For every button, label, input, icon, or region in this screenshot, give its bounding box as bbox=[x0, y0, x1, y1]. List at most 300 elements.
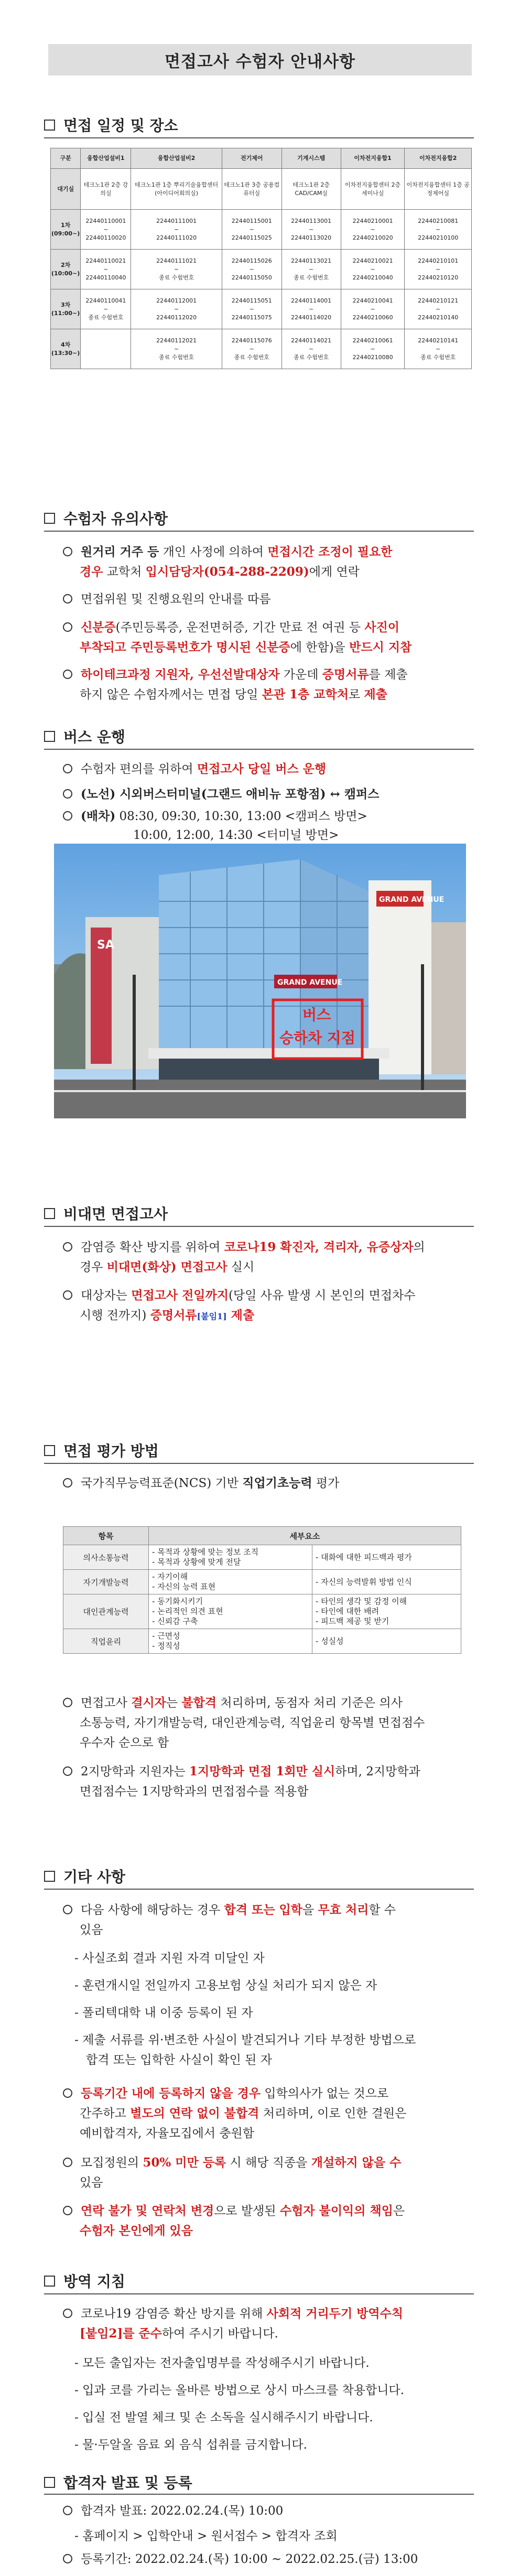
start-number: 22440210101 bbox=[418, 257, 459, 264]
end-number: 22440115050 bbox=[231, 274, 272, 281]
circle-bullet-icon bbox=[63, 2158, 72, 2167]
schedule-header-row bbox=[51, 148, 472, 169]
section-title: 비대면 면접고사 bbox=[63, 1205, 168, 1223]
tower-sign: GRAND AVENUE bbox=[277, 978, 343, 987]
text: 실시 bbox=[227, 1260, 255, 1274]
text: 입학의사가 없는 것으로 bbox=[261, 2087, 389, 2100]
section-heading-evaluation bbox=[44, 1440, 159, 1461]
circle-bullet-icon bbox=[63, 2506, 72, 2515]
quarantine-item-cont bbox=[80, 2324, 278, 2344]
start-number: 22440210121 bbox=[418, 297, 459, 304]
text: 50% 미만 등록 bbox=[143, 2155, 226, 2170]
start-number: 22440111021 bbox=[156, 257, 197, 264]
start-number: 22440115001 bbox=[231, 217, 272, 224]
end-number: 22440110020 bbox=[85, 234, 126, 241]
detail-item: - 목적과 상황에 맞는 정보 조직 bbox=[152, 1547, 259, 1557]
end-number: 22440210020 bbox=[352, 234, 393, 241]
table-row bbox=[63, 1570, 461, 1594]
start-number: 22440115051 bbox=[231, 297, 272, 304]
detail-item: - 자기이해 bbox=[152, 1572, 188, 1581]
detail-item: - 피드백 제공 및 받기 bbox=[315, 1616, 389, 1626]
end-number: 22440210040 bbox=[352, 274, 393, 281]
text: 에 한함)을 bbox=[290, 641, 350, 654]
end-number: 22440112020 bbox=[156, 314, 197, 321]
detail-cell bbox=[312, 1545, 461, 1570]
exam-range-empty bbox=[81, 329, 131, 369]
exam-range: 22440113021 ~ 종료 수험번호 bbox=[281, 250, 341, 289]
text: 1지망학과 면접 1회만 실시 bbox=[189, 1764, 335, 1779]
text: 간주하고 bbox=[80, 2107, 131, 2120]
session-time: (10:00~) bbox=[51, 270, 80, 277]
text: 반드시 지참 bbox=[349, 640, 412, 654]
evaluation-item bbox=[63, 1473, 339, 1493]
results-item bbox=[63, 2549, 418, 2569]
online-item-cont bbox=[80, 1257, 254, 1277]
detail-item: - 신뢰감 구축 bbox=[152, 1616, 198, 1626]
row-label bbox=[51, 250, 81, 289]
exam-range: 22440113001 ~ 22440113020 bbox=[281, 210, 341, 250]
exam-range: 22440210121 ~ 22440210140 bbox=[405, 289, 472, 329]
detail-cell bbox=[149, 1545, 312, 1570]
start-number: 22440210041 bbox=[352, 297, 393, 304]
other-detail-cont: 합격 또는 입학한 사실이 확인 된 자 bbox=[86, 2053, 272, 2067]
caution-item-cont bbox=[80, 638, 411, 658]
other-item-cont: 예비합격자, 자율모집에서 충원함 bbox=[80, 2127, 254, 2140]
text: 대화에 대한 피드백과 평가 bbox=[321, 1552, 412, 1562]
text: 하지 않은 수험자께서는 면접 당일 bbox=[80, 688, 262, 702]
row-label bbox=[51, 289, 81, 329]
start-number: 22440110021 bbox=[85, 257, 126, 264]
text: 시 해당 직종을 bbox=[226, 2156, 311, 2170]
section-heading-quarantine bbox=[44, 2270, 125, 2291]
circle-bullet-icon bbox=[63, 811, 72, 821]
other-item bbox=[63, 1900, 477, 1920]
caution-item bbox=[63, 618, 477, 638]
start-number: 22440210061 bbox=[352, 337, 393, 344]
table-row bbox=[51, 210, 472, 250]
session-label: 3차 bbox=[61, 301, 71, 308]
bus-route bbox=[63, 784, 379, 804]
circle-bullet-icon bbox=[63, 594, 72, 603]
waiting-room: 테크노1관 1층 뿌리기술융합센터 (아이디어회의실) bbox=[131, 169, 222, 210]
section-heading-cautions bbox=[44, 508, 168, 529]
text: 자기이해 bbox=[157, 1572, 188, 1581]
section-title: 면접 일정 및 장소 bbox=[63, 117, 178, 134]
square-bullet-icon bbox=[44, 120, 55, 131]
text: 불합격 bbox=[181, 1696, 217, 1710]
section-heading-other bbox=[44, 1866, 125, 1887]
text: 은 bbox=[393, 2204, 405, 2218]
quarantine-item bbox=[63, 2304, 477, 2324]
text: 에게 연락 bbox=[309, 565, 360, 579]
category-cell: 대인관계능력 bbox=[63, 1594, 149, 1629]
caution-item-cont bbox=[80, 685, 387, 705]
exam-range: 22440210001 ~ 22440210020 bbox=[341, 210, 405, 250]
start-number: 22440210081 bbox=[418, 217, 459, 224]
bus-stop-label: 승하차 지점 bbox=[279, 1029, 355, 1047]
waiting-room: 테크노1관 2층 강의실 bbox=[81, 169, 131, 210]
exam-range: 22440210141 ~ 종료 수험번호 bbox=[405, 329, 472, 369]
divider bbox=[44, 531, 474, 532]
text: 등록기간 내에 등록하지 않을 경우 bbox=[81, 2086, 261, 2100]
detail-cell bbox=[312, 1629, 461, 1654]
start-number: 22440115076 bbox=[231, 337, 272, 344]
text: 직업기초능력 bbox=[242, 1476, 312, 1490]
text: 결시자 bbox=[131, 1696, 166, 1710]
start-number: 22440210001 bbox=[352, 217, 393, 224]
text: 자신의 능력발휘 방법 인식 bbox=[321, 1577, 412, 1587]
circle-bullet-icon bbox=[63, 764, 72, 773]
detail-item: - 대화에 대한 피드백과 평가 bbox=[315, 1552, 412, 1562]
end-number: 22440210080 bbox=[352, 353, 393, 361]
text: (주민등록증, 운전면허증, 기간 만료 전 여권 등 bbox=[115, 621, 365, 634]
other-item-cont bbox=[80, 2221, 193, 2241]
schedule-header: 이차전지융합1 bbox=[341, 148, 405, 169]
detail-cell bbox=[149, 1629, 312, 1654]
exam-range: 22440110021 ~ 22440110040 bbox=[81, 250, 131, 289]
quarantine-detail: - 입과 코를 가리는 올바른 방법으로 상시 마스크를 착용합니다. bbox=[74, 2384, 405, 2397]
other-detail: - 제출 서류를 위·변조한 사실이 발견되거나 기타 부정한 방법으로 bbox=[74, 2033, 416, 2047]
text: 하이테크과정 지원자, 우선선발대상자 bbox=[81, 667, 280, 682]
text: 합격 또는 입학 bbox=[224, 1903, 302, 1917]
text: 타인에 대한 배려 bbox=[321, 1607, 380, 1616]
session-label: 1차 bbox=[61, 221, 71, 229]
text: 부착되고 주민등록번호가 명시된 신분증 bbox=[80, 640, 290, 654]
end-number: 22440114020 bbox=[291, 314, 332, 321]
text: (당일 사유 발생 시 본인의 면접차수 bbox=[228, 1289, 416, 1302]
evaluation-item-cont: 면접점수는 1지망학과의 면접점수를 적용함 bbox=[80, 1785, 309, 1798]
start-number: 22440210141 bbox=[418, 337, 459, 344]
end-number: 종료 수험번호 bbox=[158, 353, 194, 361]
results-item bbox=[63, 2501, 283, 2521]
other-item bbox=[63, 2153, 477, 2173]
section-title: 버스 운행 bbox=[63, 728, 125, 746]
end-number: 22440110040 bbox=[85, 274, 126, 281]
detail-item: - 정직성 bbox=[152, 1641, 180, 1651]
detail-cell bbox=[149, 1570, 312, 1594]
exam-range: 22440210041 ~ 22440210060 bbox=[341, 289, 405, 329]
other-item bbox=[63, 2201, 477, 2221]
exam-range: 22440210021 ~ 22440210040 bbox=[341, 250, 405, 289]
text: 무효 처리 bbox=[318, 1903, 369, 1917]
exam-range: 22440112021 ~ 종료 수험번호 bbox=[131, 329, 222, 369]
bus-stop-illustration bbox=[54, 844, 466, 1118]
bus-schedule bbox=[63, 806, 367, 826]
text: [붙임1] bbox=[197, 1311, 227, 1321]
bus-schedule-cont: 10:00, 12:00, 14:30 <터미널 방면> bbox=[133, 828, 339, 842]
building-sign: GRAND AVENUE bbox=[379, 896, 445, 904]
other-item-cont: 있음 bbox=[80, 2176, 103, 2190]
end-number: 22440113020 bbox=[291, 234, 332, 241]
text: 비대면(화상) 면접고사 bbox=[106, 1260, 228, 1274]
section-heading-schedule bbox=[44, 114, 178, 135]
text: 입시담당자(054-288-2209) bbox=[145, 565, 309, 579]
waiting-room: 이차전지융합센터 2층 세미나실 bbox=[341, 169, 405, 210]
table-row bbox=[63, 1545, 461, 1570]
online-item bbox=[63, 1286, 477, 1306]
end-number: 종료 수험번호 bbox=[294, 274, 329, 281]
text: 제출 bbox=[364, 687, 387, 702]
exam-range: 22440115076 ~ 종료 수험번호 bbox=[222, 329, 281, 369]
schedule-header: 전기제어 bbox=[222, 148, 281, 169]
text: 증명서류 bbox=[322, 667, 369, 682]
text: 증명서류 bbox=[150, 1308, 197, 1322]
other-item bbox=[63, 2084, 477, 2104]
text: 을 bbox=[302, 1903, 318, 1917]
circle-bullet-icon bbox=[63, 2309, 72, 2318]
category-cell: 의사소통능력 bbox=[63, 1545, 149, 1570]
divider bbox=[44, 2494, 474, 2495]
text: 교학처 bbox=[103, 565, 146, 579]
quarantine-detail: - 모든 출입자는 전자출입명부를 작성해주시기 바랍니다. bbox=[74, 2356, 370, 2370]
circle-bullet-icon bbox=[63, 2088, 72, 2098]
text: 08:30, 09:30, 10:30, 13:00 <캠퍼스 방면> bbox=[119, 810, 367, 823]
circle-bullet-icon bbox=[63, 1905, 72, 1914]
detail-item: - 목적과 상황에 맞게 전달 bbox=[152, 1557, 241, 1567]
schedule-header: 구분 bbox=[51, 148, 81, 169]
start-number: 22440110001 bbox=[85, 217, 126, 224]
square-bullet-icon bbox=[44, 1445, 55, 1456]
table-header: 항목 bbox=[63, 1527, 149, 1545]
text: (배차) bbox=[81, 809, 116, 823]
other-detail: - 사실조회 결과 지원 자격 미달인 자 bbox=[74, 1952, 265, 1965]
section-heading-online bbox=[44, 1203, 168, 1224]
square-bullet-icon bbox=[44, 1208, 55, 1219]
circle-bullet-icon bbox=[63, 622, 72, 632]
circle-bullet-icon bbox=[63, 1766, 72, 1776]
text: 면접시간 조정이 필요한 bbox=[267, 545, 393, 559]
text: 근면성 bbox=[157, 1631, 180, 1641]
table-row bbox=[63, 1594, 461, 1629]
exam-range: 22440110001 ~ 22440110020 bbox=[81, 210, 131, 250]
circle-bullet-icon bbox=[63, 2554, 72, 2563]
text: 평가 bbox=[312, 1476, 340, 1490]
square-bullet-icon bbox=[44, 513, 55, 524]
detail-item: - 근면성 bbox=[152, 1631, 180, 1641]
end-number: 종료 수험번호 bbox=[158, 274, 194, 281]
circle-bullet-icon bbox=[63, 670, 72, 679]
waiting-room: 테크노1관 2층 CAD/CAM실 bbox=[281, 169, 341, 210]
circle-bullet-icon bbox=[63, 1290, 72, 1300]
page-title: 면접고사 수험자 안내사항 bbox=[48, 44, 472, 76]
session-label: 4차 bbox=[61, 341, 71, 348]
bus-stop-photo bbox=[54, 844, 466, 1118]
text: 신분증 bbox=[81, 620, 116, 634]
end-number: 종료 수험번호 bbox=[88, 314, 124, 321]
text: 개설하지 않을 수 bbox=[311, 2155, 402, 2170]
end-number: 종료 수험번호 bbox=[420, 353, 456, 361]
text: 다음 사항에 해당하는 경우 bbox=[81, 1903, 224, 1917]
text: 경우 bbox=[80, 1260, 107, 1274]
schedule-header: 이차전지융합2 bbox=[405, 148, 472, 169]
end-number: 22440115025 bbox=[231, 234, 272, 241]
text: 목적과 상황에 맞게 전달 bbox=[157, 1557, 241, 1567]
circle-bullet-icon bbox=[63, 1698, 72, 1707]
text: 개인 사정에 의하여 bbox=[159, 545, 268, 559]
waiting-room: 테크노1관 3층 공용컴퓨터실 bbox=[222, 169, 281, 210]
text: 처리하며, 이로 인한 결원은 bbox=[259, 2107, 407, 2120]
divider bbox=[44, 2293, 474, 2294]
square-bullet-icon bbox=[44, 2276, 55, 2287]
evaluation-item bbox=[63, 1762, 477, 1782]
session-time: (13:30~) bbox=[51, 349, 80, 357]
session-time: (09:00~) bbox=[51, 230, 80, 237]
section-heading-results bbox=[44, 2472, 192, 2493]
detail-cell bbox=[149, 1594, 312, 1629]
end-number: 22440115075 bbox=[231, 314, 272, 321]
text: 감염증 확산 방지를 위하여 bbox=[81, 1241, 224, 1254]
text: 2지망학과 지원자는 bbox=[81, 1765, 189, 1779]
text: 모집정원의 bbox=[81, 2156, 143, 2170]
bus-item bbox=[63, 759, 326, 779]
divider bbox=[44, 749, 474, 750]
circle-bullet-icon bbox=[63, 1478, 72, 1488]
text: 처리하며, 동점자 처리 기준은 의사 bbox=[216, 1696, 403, 1710]
schedule-header: 기계시스템 bbox=[281, 148, 341, 169]
evaluation-table bbox=[63, 1526, 461, 1654]
start-number: 22440210021 bbox=[352, 257, 393, 264]
caution-item bbox=[63, 542, 472, 562]
start-number: 22440114001 bbox=[291, 297, 332, 304]
text: [붙임2]를 준수 bbox=[80, 2326, 162, 2341]
section-heading-bus bbox=[44, 726, 125, 747]
bus-stop-label: 버스 bbox=[302, 1006, 331, 1023]
table-row bbox=[63, 1629, 461, 1654]
text: 목적과 상황에 맞는 정보 조직 bbox=[157, 1547, 259, 1557]
end-number: 종료 수험번호 bbox=[234, 353, 269, 361]
circle-bullet-icon bbox=[63, 2206, 72, 2215]
text: 면접고사 당일 버스 운행 bbox=[197, 762, 327, 776]
text: 대상자는 bbox=[81, 1289, 132, 1302]
circle-bullet-icon bbox=[63, 789, 72, 799]
exam-range: 22440111001 ~ 22440111020 bbox=[131, 210, 222, 250]
start-number: 22440113021 bbox=[291, 257, 332, 264]
end-number: 22440111020 bbox=[156, 234, 197, 241]
table-row bbox=[51, 250, 472, 289]
text: 동기화시키기 bbox=[157, 1597, 203, 1606]
exam-range: 22440114021 ~ 종료 수험번호 bbox=[281, 329, 341, 369]
caution-item bbox=[63, 589, 271, 609]
section-title: 기타 사항 bbox=[63, 1868, 125, 1885]
text: 타인의 생각 및 감정 이해 bbox=[321, 1597, 407, 1606]
quarantine-detail: - 입실 전 발열 체크 및 손 소독을 실시해주시기 바랍니다. bbox=[74, 2411, 373, 2424]
text: 하며, 2지망학과 bbox=[335, 1765, 420, 1779]
end-number: 22440210140 bbox=[418, 314, 459, 321]
start-number: 22440111001 bbox=[156, 217, 197, 224]
quarantine-detail: - 물·두알올 음료 외 음식 섭취를 금지합니다. bbox=[74, 2438, 307, 2452]
text: 경우 bbox=[80, 565, 103, 579]
text: 제출 bbox=[226, 1308, 255, 1322]
text: 면접고사 전일까지 bbox=[131, 1288, 229, 1302]
caution-item-cont bbox=[80, 562, 360, 582]
detail-item: - 자신의 능력발휘 방법 인식 bbox=[315, 1577, 412, 1587]
schedule-row-waiting bbox=[51, 169, 472, 210]
evaluation-item bbox=[63, 1693, 477, 1713]
start-number: 22440115026 bbox=[231, 257, 272, 264]
text: 으로 발생된 bbox=[214, 2204, 280, 2218]
text: 는 bbox=[166, 1696, 182, 1710]
exam-range: 22440112001 ~ 22440112020 bbox=[131, 289, 222, 329]
text: 수험자 불이익의 책임 bbox=[279, 2204, 393, 2218]
text: 원거리 거주 등 bbox=[81, 545, 159, 559]
schedule-header: 융합산업설비1 bbox=[81, 148, 131, 169]
exam-range: 22440210101 ~ 22440210120 bbox=[405, 250, 472, 289]
other-item-cont bbox=[80, 2104, 406, 2124]
exam-range: 22440110041 ~ 종료 수험번호 bbox=[81, 289, 131, 329]
section-title: 면접 평가 방법 bbox=[63, 1442, 159, 1460]
exam-range: 22440114001 ~ 22440114020 bbox=[281, 289, 341, 329]
detail-cell bbox=[312, 1594, 461, 1629]
start-number: 22440113001 bbox=[291, 217, 332, 224]
end-number: 22440210100 bbox=[418, 234, 459, 241]
text: 논리적인 의견 표현 bbox=[157, 1607, 223, 1616]
text: 수험자 본인에게 있음 bbox=[80, 2224, 193, 2238]
text: 정직성 bbox=[157, 1641, 180, 1651]
end-number: 22440210060 bbox=[352, 314, 393, 321]
end-number: 종료 수험번호 bbox=[294, 353, 329, 361]
text: 사진이 bbox=[364, 620, 400, 634]
text: 성실성 bbox=[321, 1636, 344, 1646]
session-time: (11:00~) bbox=[51, 309, 80, 317]
text: 등록기간: 2022.02.24.(목) 10:00 ~ 2022.02.25.(금) 13:00 bbox=[81, 2552, 418, 2566]
start-number: 22440114021 bbox=[291, 337, 332, 344]
category-cell: 자기개발능력 bbox=[63, 1570, 149, 1594]
exam-range: 22440111021 ~ 종료 수험번호 bbox=[131, 250, 222, 289]
text: 자신의 능력 표현 bbox=[157, 1582, 216, 1591]
exam-range: 22440115051 ~ 22440115075 bbox=[222, 289, 281, 329]
detail-item: - 동기화시키기 bbox=[152, 1597, 203, 1606]
text: 의 bbox=[413, 1241, 425, 1254]
evaluation-item-cont: 소통능력, 자기개발능력, 대인관계능력, 직업윤리 항목별 면접점수 bbox=[80, 1716, 425, 1730]
table-row bbox=[51, 289, 472, 329]
schedule-table bbox=[50, 148, 472, 369]
exam-range: 22440115026 ~ 22440115050 bbox=[222, 250, 281, 289]
end-number: 22440210120 bbox=[418, 274, 459, 281]
caution-item bbox=[63, 665, 477, 685]
text: 면접고사 bbox=[81, 1696, 132, 1710]
detail-item: - 성실성 bbox=[315, 1636, 344, 1646]
text: 본관 1층 교학처 bbox=[262, 687, 349, 702]
text: (노선) 시외버스터미널(그랜드 애비뉴 포항점) ↔ 캠퍼스 bbox=[81, 787, 380, 801]
square-bullet-icon bbox=[44, 731, 55, 742]
table-header-row bbox=[63, 1527, 461, 1545]
text: 합격자 발표: 2022.02.24.(목) 10:00 bbox=[81, 2504, 284, 2518]
table-row bbox=[51, 329, 472, 369]
detail-item: - 타인의 생각 및 감정 이해 bbox=[315, 1597, 407, 1606]
online-item bbox=[63, 1237, 477, 1257]
square-bullet-icon bbox=[44, 2477, 55, 2488]
exam-range: 22440210061 ~ 22440210080 bbox=[341, 329, 405, 369]
category-cell: 직업윤리 bbox=[63, 1629, 149, 1654]
section-title: 합격자 발표 및 등록 bbox=[63, 2474, 192, 2492]
text: 면접위원 및 진행요원의 안내를 따름 bbox=[81, 592, 271, 606]
detail-cell bbox=[312, 1570, 461, 1594]
detail-item: - 타인에 대한 배려 bbox=[315, 1607, 380, 1616]
start-number: 22440112001 bbox=[156, 297, 197, 304]
text: 코로나19 확진자, 격리자, 유증상자 bbox=[224, 1240, 414, 1254]
detail-item: - 자신의 능력 표현 bbox=[152, 1582, 216, 1591]
online-item-cont bbox=[80, 1306, 254, 1327]
waiting-room: 이차전지융합센터 1층 공정제어실 bbox=[405, 169, 472, 210]
results-detail: - 홈페이지 > 입학안내 > 원서접수 > 합격자 조회 bbox=[74, 2529, 338, 2543]
text: 별도의 연락 없이 불합격 bbox=[130, 2106, 259, 2120]
text: 시행 전까지) bbox=[80, 1309, 150, 1322]
divider bbox=[44, 1463, 474, 1464]
divider bbox=[44, 1226, 474, 1227]
text: 신뢰감 구축 bbox=[157, 1616, 198, 1626]
square-bullet-icon bbox=[44, 1871, 55, 1882]
other-detail: - 폴리텍대학 내 이중 등록이 된 자 bbox=[74, 2006, 253, 2020]
